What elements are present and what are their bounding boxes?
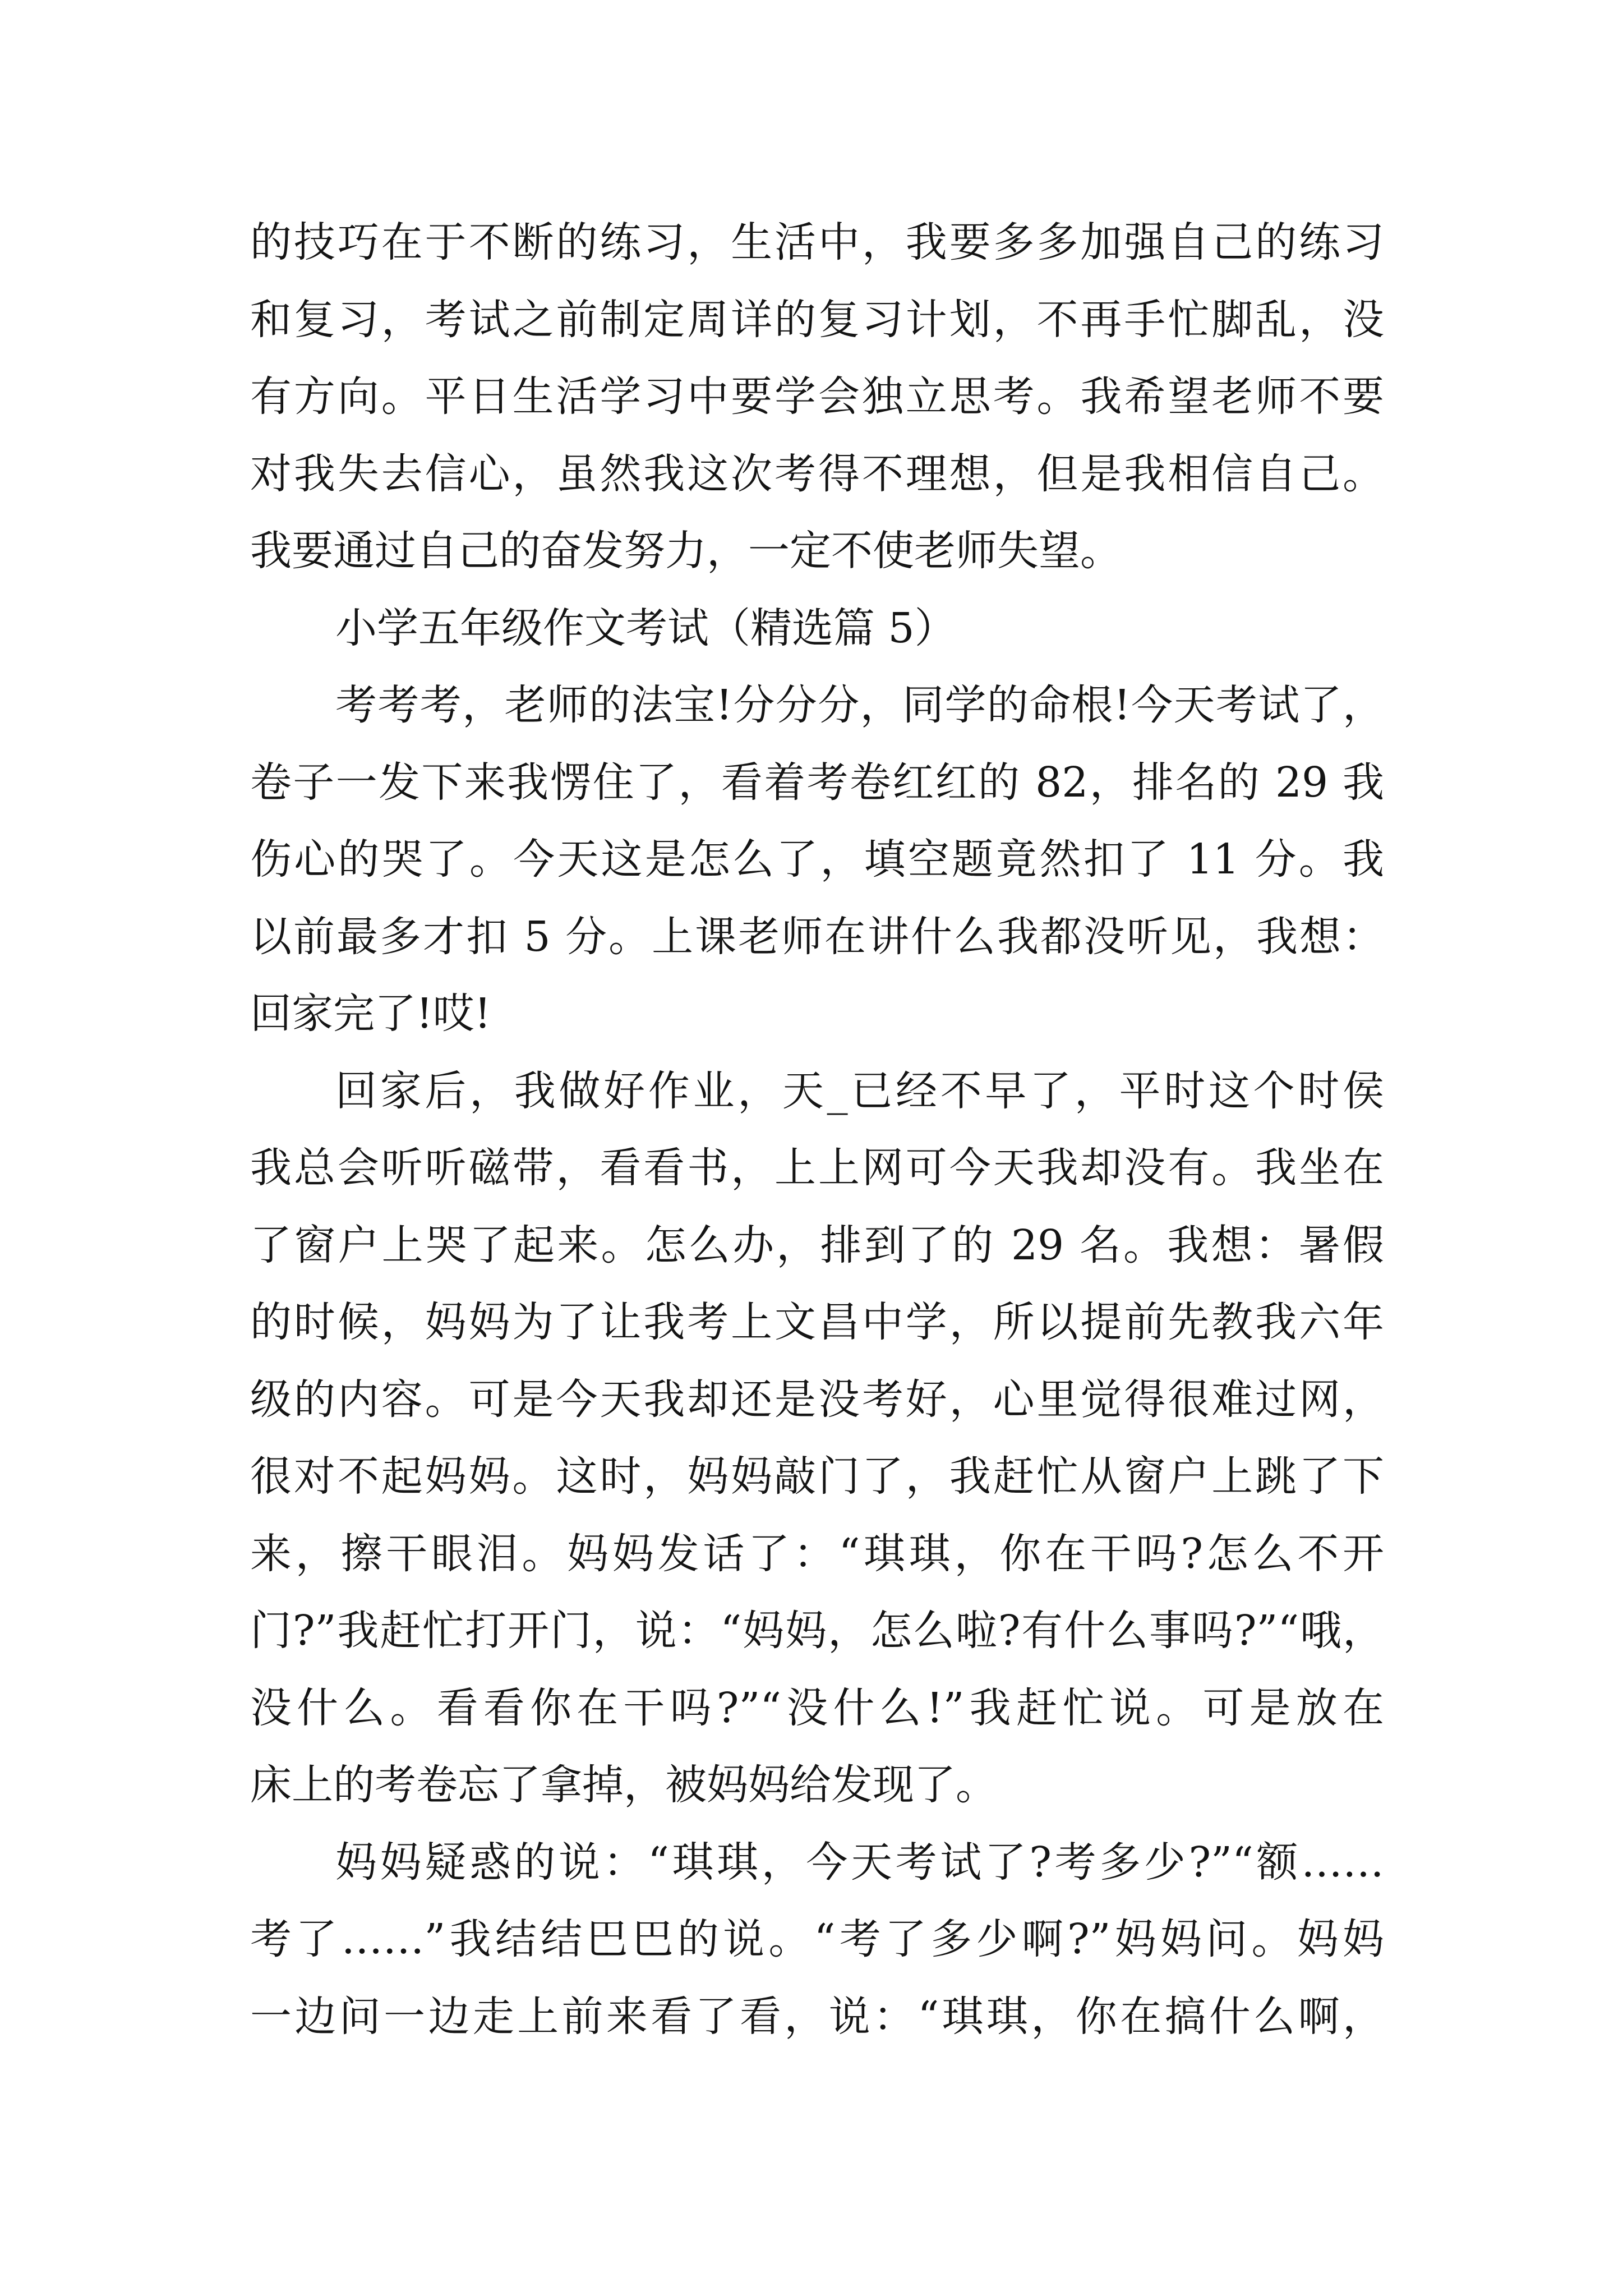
text-line: 回家后，我做好作业，天_已经不早了，平时这个时侯 [335,1066,1384,1115]
text-line: 以前最多才扣 5 分。上课老师在讲什么我都没听见，我想： [250,912,1384,961]
text-line: 没什么。看看你在干吗?”“没什么!”我赶忙说。可是放在 [250,1683,1384,1732]
paragraph [250,1053,1384,1824]
text-line: 了窗户上哭了起来。怎么办，排到了的 29 名。我想：暑假 [250,1221,1384,1269]
text-line: 级的内容。可是今天我却还是没考好，心里觉得很难过网， [250,1375,1384,1424]
document-body [250,204,1384,2055]
text-line: 的时候，妈妈为了让我考上文昌中学，所以提前先教我六年 [250,1298,1384,1346]
text-line: 有方向。平日生活学习中要学会独立思考。我希望老师不要 [250,372,1384,421]
text-line: 回家完了!哎! [250,990,491,1038]
paragraph [250,1824,1384,2056]
text-line: 一边问一边走上前来看了看，说：“琪琪，你在搞什么啊， [250,1992,1384,2041]
text-line: 考了……”我结结巴巴的说。“考了多少啊?”妈妈问。妈妈 [250,1915,1384,1963]
text-line: 门?”我赶忙打开门，说：“妈妈，怎么啦?有什么事吗?”“哦， [250,1607,1384,1655]
text-line: 来，擦干眼泪。妈妈发话了：“琪琪，你在干吗?怎么不开 [250,1529,1384,1578]
text-line: 伤心的哭了。今天这是怎么了，填空题竟然扣了 11 分。我 [250,835,1384,884]
text-line: 和复习，考试之前制定周详的复习计划，不再手忙脚乱，没 [250,295,1384,344]
text-line: 我要通过自己的奋发努力，一定不使老师失望。 [250,527,1122,575]
text-line: 妈妈疑惑的说：“琪琪，今天考试了?考多少?”“额…… [335,1838,1384,1887]
section-heading: 小学五年级作文考试（精选篇 5） [335,604,956,652]
paragraph [250,667,1384,1053]
text-line: 考考考，老师的法宝!分分分，同学的命根!今天考试了， [335,681,1384,729]
paragraph-continued [250,204,1384,590]
text-line: 很对不起妈妈。这时，妈妈敲门了，我赶忙从窗户上跳了下 [250,1452,1384,1501]
text-line: 卷子一发下来我愣住了，看着考卷红红的 82，排名的 29 我 [250,758,1384,807]
text-line: 的技巧在于不断的练习，生活中，我要多多加强自己的练习 [250,218,1384,266]
text-line: 对我失去信心，虽然我这次考得不理想，但是我相信自己。 [250,449,1384,498]
text-line: 我总会听听磁带，看看书，上上网可今天我却没有。我坐在 [250,1144,1384,1192]
text-line: 床上的考卷忘了拿掉，被妈妈给发现了。 [250,1761,997,1809]
